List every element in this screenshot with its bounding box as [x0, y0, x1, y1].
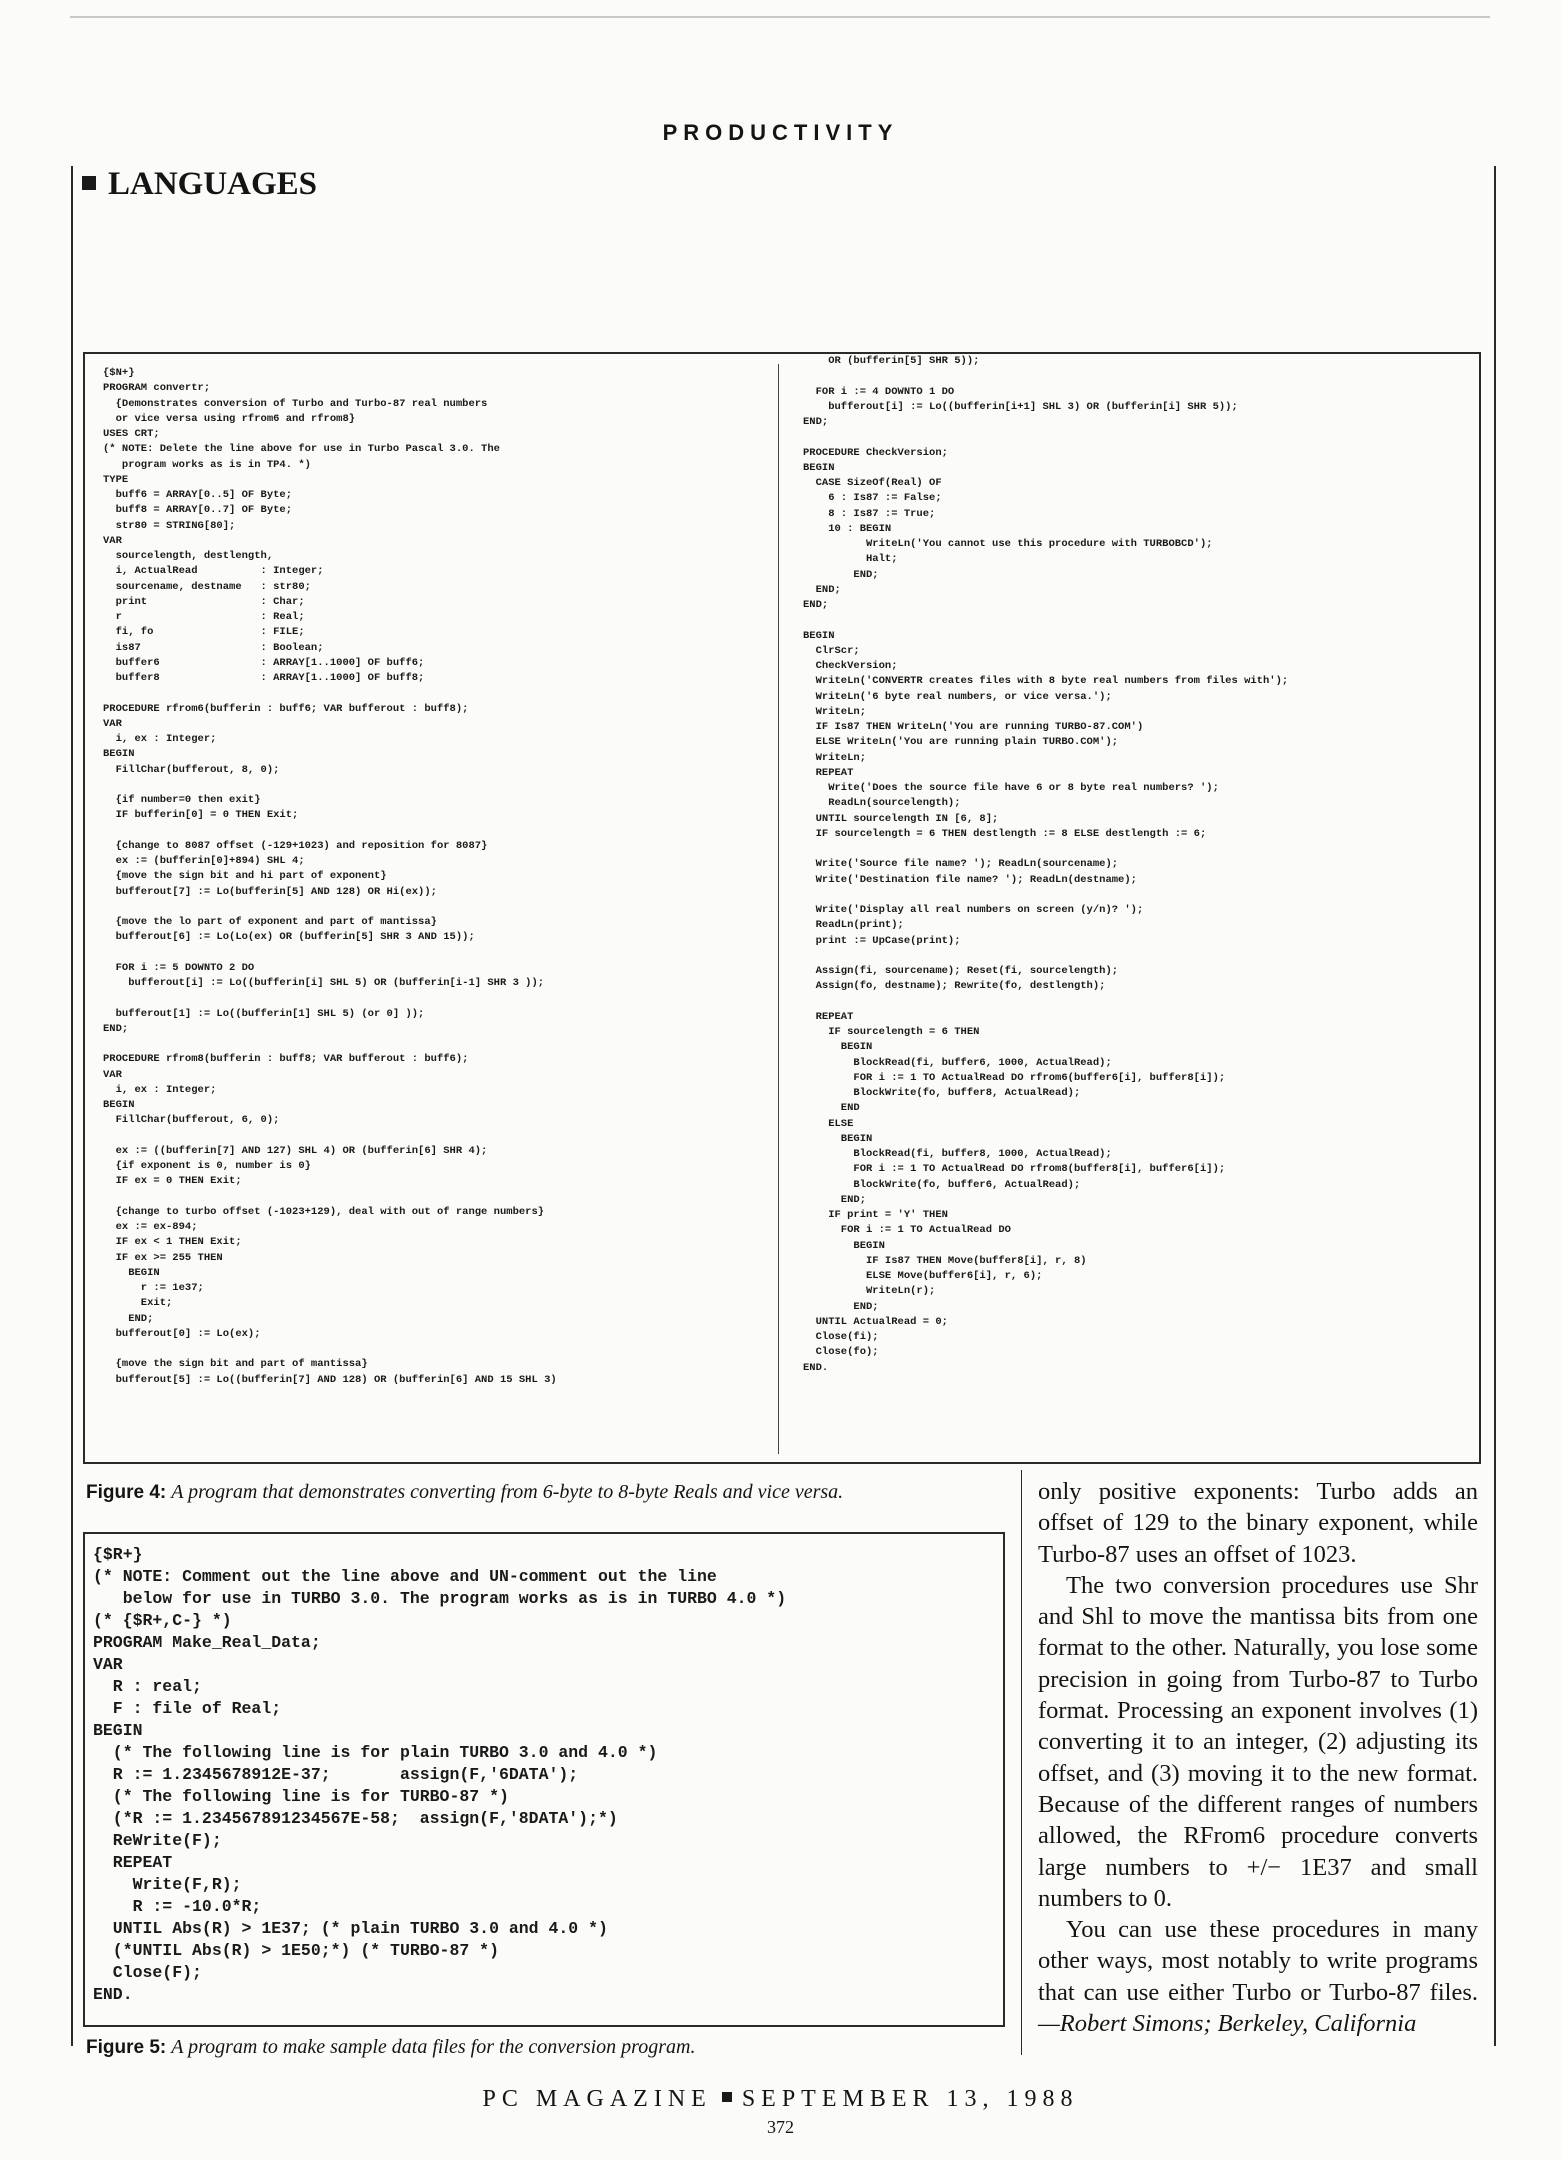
figure-5-code: {$R+} (* NOTE: Comment out the line above and UN-comment out the line below for use in TURBO 3.0. The program works as is in TURBO 4.0 *) (* {$R+,C-} *) PROGRAM Make_Real_Data; VAR R : real; F : file of Real; BEGIN (* The following line is for plain TURBO 3.0 and 4.0 *) R := 1.2345678912E-37; assign(F,'6DATA'); (* The following line is for TURBO-87 *) (*R := 1.234567891234567E-58; assign(F,'8DATA');*) ReWrite(F); REPEAT Write(F,R); R := -10.0*R; UNTIL Abs(R) > 1E37; (* plain TURBO 3.0 and 4.0 *) (*UNTIL Abs(R) > 1E50;*) (* TURBO-87 *) Close(F); END.: [93, 1545, 787, 2004]
figure-4-column-divider: [778, 364, 779, 1454]
bullet-square-icon: [82, 176, 96, 190]
left-column-rule: [71, 166, 73, 2046]
section-header: PRODUCTIVITY: [662, 120, 899, 145]
right-column-rule: [1494, 166, 1496, 2046]
article-paragraph: The two conversion procedures use Shr and Shl to move the mantissa bits from one format to the other. Naturally, you lose some precision in going from Turbo-87 to Turbo format. Processing an exponent involves (1) converting it to an integer, (2) adjusting its offset, and (3) moving it to the new format. Because of the different ranges of numbers allowed, the RFrom6 procedure converts large numbers to +/− 1E37 and small numbers to 0.: [1038, 1571, 1478, 1912]
figure-4-caption: [86, 1481, 843, 1504]
figure-4-code-left: {$N+} PROGRAM convertr; {Demonstrates conversion of Turbo and Turbo-87 real numbers or vice versa using rfrom6 and rfrom8} USES CRT; (* NOTE: Delete the line above for use in Turbo Pascal 3.0. The program works as is in TP4. *) TYPE buff6 = ARRAY[0..5] OF Byte; buff8 = ARRAY[0..7] OF Byte; str80 = STRING[80]; VAR sourcelength, destlength, i, ActualRead : Integer; sourcename, destname : str80; print : Char; r : Real; fi, fo : FILE; is87 : Boolean; buffer6 : ARRAY[1..1000] OF buff6; buffer8 : ARRAY[1..1000] OF buff8; PROCEDURE rfrom6(bufferin : buff6; VAR bufferout : buff8); VAR i, ex : Integer; BEGIN FillChar(bufferout, 8, 0); {if number=0 then exit} IF bufferin[0] = 0 THEN Exit; {change to 8087 offset (-129+1023) and reposition for 8087} ex := (bufferin[0]+894) SHL 4; {move the sign bit and hi part of exponent} bufferout[7] := Lo(bufferin[5] AND 128) OR Hi(ex)); {move the lo part of exponent and part of mantissa} bufferout[6] := Lo(Lo(ex) OR (bufferin[5] SHR 3 AND 15)); FOR i := 5 DOWNTO 2 DO bufferout[i] := Lo((bufferin[i] SHL 5) OR (bufferin[i-1] SHR 3 )); bufferout[1] := Lo((bufferin[1] SHL 5) (or 0] )); END; PROCEDURE rfrom8(bufferin : buff8; VAR bufferout : buff6); VAR i, ex : Integer; BEGIN FillChar(bufferout, 6, 0); ex := ((bufferin[7] AND 127) SHL 4) OR (bufferin[6] SHR 4); {if exponent is 0, number is 0} IF ex = 0 THEN Exit; {change to turbo offset (-1023+129), deal with out of range numbers} ex := ex-894; IF ex < 1 THEN Exit; IF ex >= 255 THEN BEGIN r := 1e37; Exit; END; bufferout[0] := Lo(ex); {move the sign bit and part of mantissa} bufferout[5] := Lo((bufferin[7] AND 128) OR (bufferin[6] AND 15 SHL 3): [103, 367, 557, 1386]
gutter-rule: [1021, 1470, 1022, 2055]
article-paragraph: only positive exponents: Turbo adds an offset of 129 to the binary exponent, while Turbo-87 uses an offset of 1023.: [1038, 1478, 1478, 1568]
figure-5-box: [83, 1532, 1005, 2027]
department-title: [82, 166, 317, 203]
figure-4-caption-text: A program that demonstrates converting from 6-byte to 8-byte Reals and vice versa.: [171, 1481, 844, 1503]
figure-4-label: Figure 4:: [86, 1482, 167, 1503]
article-paragraph-last: [1038, 1914, 1478, 2039]
article-text: [1038, 1476, 1478, 2039]
page-number: 372: [767, 2117, 794, 2137]
figure-4-box: [83, 352, 1481, 1464]
author-signature: —Robert Simons; Berkeley, California: [1038, 2010, 1417, 2038]
top-rule: [70, 16, 1490, 18]
figure-5-caption-text: A program to make sample data files for the conversion program.: [171, 2036, 696, 2058]
article-paragraph-last-text: You can use these procedures in many other ways, most notably to write programs that can use either Turbo or Turbo-87 files.: [1038, 1916, 1478, 2006]
issue-date: SEPTEMBER 13, 1988: [741, 2086, 1079, 2112]
footer-bullet-icon: [722, 2092, 732, 2102]
figure-4-code-right: OR (bufferin[5] SHR 5)); FOR i := 4 DOWNTO 1 DO bufferout[i] := Lo((bufferin[i+1] SHL 3) OR (bufferin[i] SHR 5)); END; PROCEDURE CheckVersion; BEGIN CASE SizeOf(Real) OF 6 : Is87 := False; 8 : Is87 := True; 10 : BEGIN WriteLn('You cannot use this procedure with TURBOBCD'); Halt; END; END; END; BEGIN ClrScr; CheckVersion; WriteLn('CONVERTR creates files with 8 byte real numbers from files with'); WriteLn('6 byte real numbers, or vice versa.'); WriteLn; IF Is87 THEN WriteLn('You are running TURBO-87.COM') ELSE WriteLn('You are running plain TURBO.COM'); WriteLn; REPEAT Write('Does the source file have 6 or 8 byte real numbers? '); ReadLn(sourcelength); UNTIL sourcelength IN [6, 8]; IF sourcelength = 6 THEN destlength := 8 ELSE destlength := 6; Write('Source file name? '); ReadLn(sourcename); Write('Destination file name? '); ReadLn(destname); Write('Display all real numbers on screen (y/n)? '); ReadLn(print); print := UpCase(print); Assign(fi, sourcename); Reset(fi, sourcelength); Assign(fo, destname); Rewrite(fo, destlength); REPEAT IF sourcelength = 6 THEN BEGIN BlockRead(fi, buffer6, 1000, ActualRead); FOR i := 1 TO ActualRead DO rfrom6(buffer6[i], buffer8[i]); BlockWrite(fo, buffer8, ActualRead); END ELSE BEGIN BlockRead(fi, buffer8, 1000, ActualRead); FOR i := 1 TO ActualRead DO rfrom8(buffer8[i], buffer6[i]); BlockWrite(fo, buffer6, ActualRead); END; IF print = 'Y' THEN FOR i := 1 TO ActualRead DO BEGIN IF Is87 THEN Move(buffer8[i], r, 8) ELSE Move(buffer6[i], r, 6); WriteLn(r); END; UNTIL ActualRead = 0; Close(fi); Close(fo); END.: [803, 355, 1289, 1374]
department-label: LANGUAGES: [108, 166, 318, 202]
figure-5-caption: [86, 2036, 695, 2059]
figure-5-label: Figure 5:: [86, 2037, 167, 2058]
footer-line: [0, 2086, 1561, 2113]
magazine-name: PC MAGAZINE: [482, 2086, 712, 2112]
